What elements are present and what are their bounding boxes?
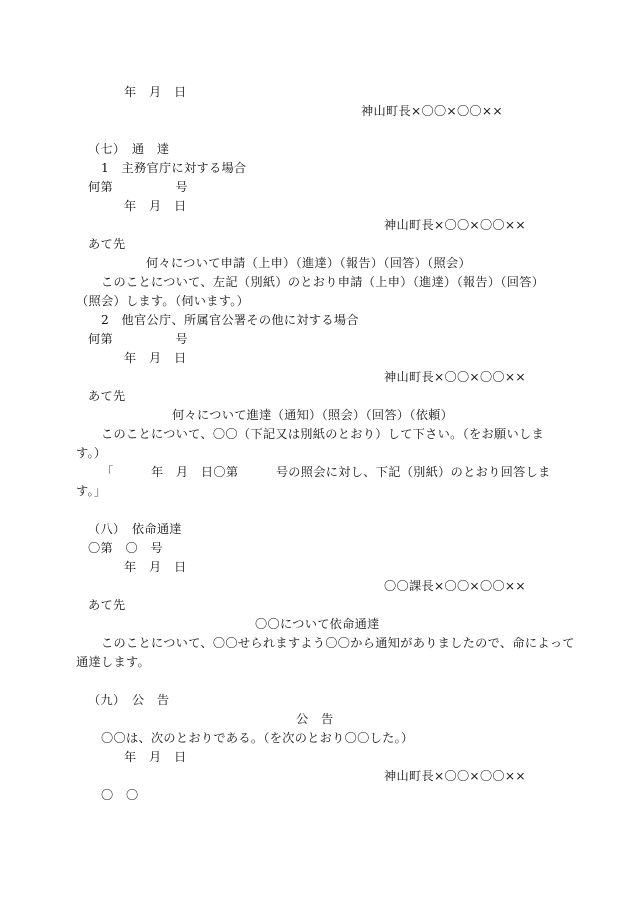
date-line: 年 月 日 — [124, 199, 187, 213]
addressee-line: あて先 — [88, 389, 126, 403]
document-number-line: 何第 号 — [88, 180, 188, 194]
section-heading: （七） 通 達 — [88, 142, 170, 156]
body-text: このことについて、〇〇（下記又は別紙のとおり）して下さい。（をお願いしま — [101, 427, 544, 441]
body-text: 通達します。 — [76, 655, 150, 669]
body-text: 「 年 月 日〇第 号の照会に対し、下記（別紙）のとおり回答しま — [101, 465, 551, 479]
addressee-line: あて先 — [88, 237, 126, 251]
date-line: 年 月 日 — [124, 351, 187, 365]
subject-line: 〇〇について依命通達 — [255, 617, 380, 631]
subject-line: 何々について進達（通知）（照会）（回答）（依頼） — [172, 408, 454, 422]
section-heading: （九） 公 告 — [88, 693, 170, 707]
document-number-line: 何第 号 — [88, 332, 188, 346]
body-text: このことについて、左記（別紙）のとおり申請（上申）（進達）（報告）（回答） — [101, 275, 545, 289]
body-text: す。） — [76, 446, 107, 460]
body-text: す。」 — [76, 484, 107, 498]
addressee-line: あて先 — [88, 598, 126, 612]
subsection-heading: 2 他官公庁、所属官公署その他に対する場合 — [101, 313, 359, 327]
body-text: このことについて、〇〇せられますよう〇〇から通知がありましたので、命によって — [101, 636, 575, 650]
notice-title: 公 告 — [296, 712, 334, 726]
body-text: 〇 〇 — [101, 788, 139, 802]
document-number-line: 〇第 〇 号 — [88, 541, 163, 555]
body-text: （照会）します。（伺います。） — [76, 294, 250, 308]
subsection-heading: 1 主務官庁に対する場合 — [101, 161, 247, 175]
sender-line: 神山町長×〇〇×〇〇×× — [384, 218, 526, 232]
section-heading: （八） 依命通達 — [88, 522, 182, 536]
subject-line: 何々について申請（上申）（進達）（報告）（回答）（照会） — [146, 256, 472, 270]
sender-line: 〇〇課長×〇〇×〇〇×× — [384, 579, 526, 593]
body-text: 〇〇は、次のとおりである。（を次のとおり〇〇した。） — [101, 731, 414, 745]
date-line: 年 月 日 — [124, 85, 187, 99]
date-line: 年 月 日 — [124, 750, 187, 764]
sender-line: 神山町長×〇〇×〇〇×× — [361, 104, 503, 118]
sender-line: 神山町長×〇〇×〇〇×× — [384, 769, 526, 783]
sender-line: 神山町長×〇〇×〇〇×× — [384, 370, 526, 384]
date-line: 年 月 日 — [124, 560, 187, 574]
